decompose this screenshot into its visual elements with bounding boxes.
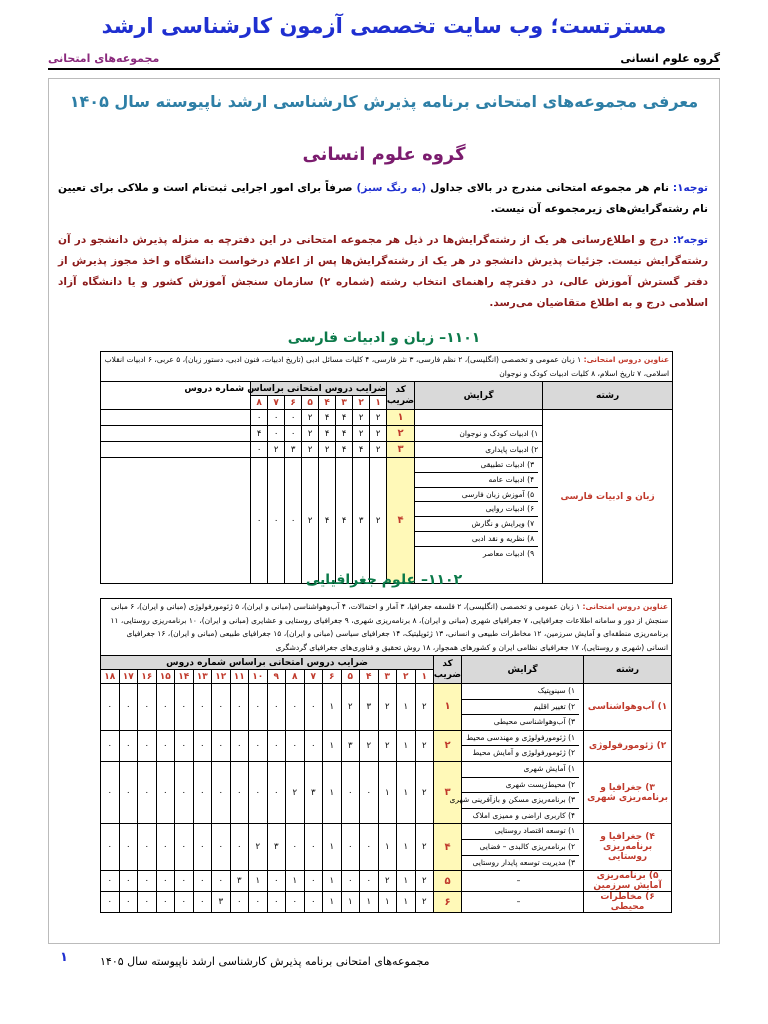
row-spacer	[101, 426, 251, 442]
track-item: ۷) ویرایش و نگارش	[415, 516, 538, 531]
coefficient: ۰	[101, 761, 120, 823]
coefficient: ۰	[119, 761, 138, 823]
course-number: ۱۲	[212, 670, 231, 684]
coefficient: ۰	[193, 824, 212, 871]
course-number: ۴	[360, 670, 379, 684]
track-item: ۴) ادبیات عامه	[415, 472, 538, 487]
coefficient: ۰	[138, 824, 157, 871]
coefficient: ۰	[193, 684, 212, 731]
courses-row	[101, 599, 672, 656]
track-list	[462, 824, 584, 871]
coefficient: ۰	[285, 410, 302, 426]
course-number: ۱۸	[101, 670, 120, 684]
coefficient: ۴	[336, 458, 353, 584]
coefficient: ۲	[378, 730, 397, 761]
coefficient: ۰	[249, 761, 268, 823]
coefficient: ۱	[397, 684, 416, 731]
coefficient: ۲	[415, 730, 434, 761]
row-code: ۳	[387, 442, 415, 458]
coefficient: ۰	[138, 871, 157, 892]
track-item: ۳) ادبیات تطبیقی	[480, 460, 535, 469]
major-name: ۶) مخاطرات محیطی	[584, 892, 672, 913]
course-number: ۳	[378, 670, 397, 684]
coefficient: ۰	[119, 892, 138, 913]
row-code: ۴	[387, 458, 415, 584]
coefficient: ۰	[156, 730, 175, 761]
coefficient: ۱	[323, 761, 342, 823]
track-item: ۲) برنامه‌ریزی کالبدی – فضایی	[462, 839, 579, 855]
coefficient: ۰	[267, 871, 286, 892]
course-number: ۲	[397, 670, 416, 684]
table-row	[101, 761, 672, 823]
track-item: ۸) نظریه و نقد ادبی	[415, 531, 538, 546]
course-number: ۱۵	[156, 670, 175, 684]
course-number: ۸	[286, 670, 305, 684]
coefficient: ۲	[415, 824, 434, 871]
coefficient: ۰	[230, 892, 249, 913]
track-list	[449, 761, 584, 823]
track-item: ۲) ژئومورفولوژی و آمایش محیط	[462, 745, 579, 761]
coefficient: ۱	[323, 684, 342, 731]
coefficient: ۰	[267, 892, 286, 913]
coefficient: ۲	[415, 684, 434, 731]
coefficient: ۰	[101, 684, 120, 731]
coefficient: ۲	[268, 442, 285, 458]
coefficient: ۴	[319, 458, 336, 584]
coefficient: ۰	[285, 458, 302, 584]
track-name: ۱) ادبیات کودک و نوجوان	[415, 426, 543, 442]
major-name: ۴) جغرافیا و برنامه‌ریزی روستایی	[584, 824, 672, 871]
coefficient: ۱	[286, 871, 305, 892]
row-code: ۲	[434, 730, 462, 761]
track-item: ۱) سینوپتیک	[537, 686, 576, 695]
major-name: ۲) ژئومورفولوژی	[584, 730, 672, 761]
col-header-major: رشته	[543, 382, 673, 410]
major-name: ۳) جغرافیا و برنامه‌ریزی شهری	[584, 761, 672, 823]
coefficient: ۱	[323, 730, 342, 761]
col-header-track: گرایش	[462, 656, 584, 684]
courses-text: ۱ زبان عمومی و تخصصی (انگلیسی)، ۲ فلسفه جغرافیا، ۳ آمار و احتمالات، ۴ آب‌وهواشناسی (مبانی و ایران)، ۵ ژئومورفولوژی (مبانی و ایران)، ۶ مبانی سنجش از دور و سامانه اطلاعات جغرافیایی، ۷ جغرافیای شهری (مبانی و ایران)، ۸ برنامه‌ریزی شهری، ۹ جغرافیای روستایی و عشایری (مبانی و ایران)، ۱۰ برنامه‌ریزی روستایی، ۱۱ برنامه‌ریزی منطقه‌ای و آمایش سرزمین، ۱۲ مخاطرات طبیعی و انسانی، ۱۳ ژئوپلیتیک، ۱۴ جغرافیای سیاسی (مبانی و ایران)، ۱۵ جغرافیای طبیعی (مبانی و ایران)، ۱۶ جغرافیای انسانی (شهری و روستایی)، ۱۷ جغرافیای نظامی ایران و کشورهای همجوار، ۱۸ روش تحقیق و فناوری‌های جغرافیای گردشگری	[110, 602, 669, 652]
coefficient: ۰	[156, 871, 175, 892]
row-code: ۴	[434, 824, 462, 871]
track-item: ۵) آموزش زبان فارسی	[415, 487, 538, 502]
course-number: ۱	[370, 396, 387, 410]
course-number: ۱۷	[119, 670, 138, 684]
header-series-label: مجموعه‌های امتحانی	[48, 52, 160, 65]
coefficient: ۰	[212, 761, 231, 823]
coefficient: ۰	[251, 458, 268, 584]
coefficient: ۰	[230, 761, 249, 823]
col-header-coefs: ضرایب دروس امتحانی براساس شماره دروس	[101, 656, 434, 670]
geography-table	[100, 598, 672, 913]
coefficient: ۰	[156, 824, 175, 871]
coefficient: ۲	[360, 730, 379, 761]
coefficient: ۰	[285, 426, 302, 442]
row-spacer	[101, 458, 251, 584]
coefficient: ۰	[286, 684, 305, 731]
coefficient: ۰	[119, 824, 138, 871]
coefficient: ۳	[304, 761, 323, 823]
coefficient: ۱	[378, 761, 397, 823]
coefficient: ۱	[397, 730, 416, 761]
course-number: ۷	[268, 396, 285, 410]
table-row	[101, 730, 672, 761]
coefficient: ۰	[251, 442, 268, 458]
row-spacer	[101, 410, 251, 426]
course-number: ۹	[267, 670, 286, 684]
footer-text: مجموعه‌های امتحانی برنامه پذیرش کارشناسی ارشد ناپیوسته سال ۱۴۰۵	[100, 955, 430, 968]
coefficient: ۰	[101, 871, 120, 892]
coefficient: ۲	[370, 458, 387, 584]
coefficient: ۱	[378, 892, 397, 913]
coefficient: ۰	[304, 892, 323, 913]
coefficient: ۰	[267, 684, 286, 731]
coefficient: ۰	[101, 730, 120, 761]
track-item: ۳) مدیریت توسعه پایدار روستایی	[462, 855, 579, 871]
track-item: ۱) توسعه اقتصاد روستایی	[494, 826, 576, 836]
table-row	[101, 871, 672, 892]
table-row	[101, 824, 672, 871]
coefficient: ۰	[267, 730, 286, 761]
coefficient: ۰	[230, 824, 249, 871]
track-item: ۹) ادبیات معاصر	[415, 546, 538, 561]
track-item: ۶) ادبیات روایی	[415, 501, 538, 516]
course-number: ۱۰	[249, 670, 268, 684]
coefficient: ۰	[267, 761, 286, 823]
major-name: زبان و ادبیات فارسی	[543, 410, 673, 584]
coefficient: ۴	[336, 410, 353, 426]
major-name: ۵) برنامه‌ریزی آمایش سرزمین	[584, 871, 672, 892]
coefficient: ۱	[341, 892, 360, 913]
courses-label: عناوین دروس امتحانی:	[583, 355, 670, 364]
coefficient: ۰	[230, 684, 249, 731]
site-title: مسترتست؛ وب سایت تخصصی آزمون کارشناسی ارشد	[101, 14, 667, 38]
coefficient: ۱	[323, 871, 342, 892]
courses-row	[101, 352, 673, 382]
coefficient: ۰	[360, 761, 379, 823]
table-row	[101, 892, 672, 913]
coefficient: ۰	[175, 892, 194, 913]
coefficient: ۰	[360, 824, 379, 871]
row-spacer	[101, 442, 251, 458]
coefficient: ۱	[397, 871, 416, 892]
track-item: ۲) تغییر اقلیم	[462, 699, 579, 715]
note-1-highlight: (به رنگ سبز)	[356, 182, 427, 194]
row-code: ۱	[434, 684, 462, 731]
coefficient: ۲	[353, 426, 370, 442]
coefficient: ۲	[415, 892, 434, 913]
coefficient: ۰	[175, 730, 194, 761]
row-code: ۳	[434, 761, 462, 823]
row-code: ۵	[434, 871, 462, 892]
coefficient: ۲	[249, 824, 268, 871]
coefficient: ۲	[415, 761, 434, 823]
coefficient: ۰	[193, 761, 212, 823]
coefficient: ۰	[212, 871, 231, 892]
coefficient: ۳	[341, 730, 360, 761]
coefficient: ۴	[336, 426, 353, 442]
course-number: ۱۶	[138, 670, 157, 684]
header-group-label: گروه علوم انسانی	[620, 52, 720, 65]
coefficient: ۰	[268, 458, 285, 584]
coefficient: ۴	[319, 426, 336, 442]
track-name: ۲) ادبیات پایداری	[415, 442, 543, 458]
coefficient: ۲	[415, 871, 434, 892]
coefficient: ۰	[341, 761, 360, 823]
coefficient: ۰	[101, 824, 120, 871]
course-number: ۱۴	[175, 670, 194, 684]
col-header-code: کد ضریب	[387, 382, 415, 410]
coefficient: ۱	[323, 824, 342, 871]
coefficient: ۲	[378, 684, 397, 731]
track-item: ۳) آب‌وهواشناسی محیطی	[462, 714, 579, 730]
coefficient: ۰	[268, 410, 285, 426]
coefficient: ۰	[175, 761, 194, 823]
coefficient: ۳	[267, 824, 286, 871]
track-name	[415, 410, 543, 426]
note-2-label: توجه۲:	[672, 234, 708, 246]
coefficient: ۳	[360, 684, 379, 731]
note-1-text-b: صرفاً برای امور اجرایی ثبت‌نام است و ملاکی برای تعیین نام رشته‌گرایش‌های زیرمجموعه آن نیست.	[58, 182, 708, 215]
coefficient: ۱	[249, 871, 268, 892]
course-number: ۱	[415, 670, 434, 684]
coefficient: ۳	[353, 458, 370, 584]
coefficient: ۰	[212, 684, 231, 731]
note-1-label: توجه۱:	[672, 182, 708, 194]
track-list	[462, 730, 584, 761]
coefficient: ۰	[138, 684, 157, 731]
section-title-geography: ۱۱۰۲– علوم جغرافیایی	[305, 572, 463, 588]
coefficient: ۰	[156, 761, 175, 823]
coefficient: ۱	[323, 892, 342, 913]
coefficient: ۰	[101, 892, 120, 913]
courses-label: عناوین دروس امتحانی:	[582, 602, 669, 611]
col-header-track: گرایش	[415, 382, 543, 410]
coefficient: ۰	[249, 730, 268, 761]
coefficient: ۰	[175, 824, 194, 871]
coefficient: ۲	[370, 410, 387, 426]
coefficient: ۲	[302, 442, 319, 458]
track-item: –	[516, 896, 521, 906]
coefficient: ۳	[285, 442, 302, 458]
coefficient: ۴	[251, 426, 268, 442]
coefficient: ۲	[286, 761, 305, 823]
course-number: ۵	[302, 396, 319, 410]
coefficient: ۰	[212, 730, 231, 761]
group-title: گروه علوم انسانی	[302, 144, 466, 165]
col-header-coefs: ضرایب دروس امتحانی براساس شماره دروس	[184, 383, 387, 394]
course-number: ۱۳	[193, 670, 212, 684]
document-title: معرفی مجموعه‌های امتحانی برنامه پذیرش کارشناسی ارشد ناپیوسته سال ۱۴۰۵	[69, 92, 699, 111]
course-number: ۴	[319, 396, 336, 410]
coefficient: ۱	[397, 761, 416, 823]
coefficient: ۰	[360, 871, 379, 892]
track-item: ۳) برنامه‌ریزی مسکن و بازآفرینی شهری	[462, 792, 579, 808]
coefficient: ۰	[249, 684, 268, 731]
course-number: ۵	[341, 670, 360, 684]
coefficient: ۰	[119, 871, 138, 892]
coefficient: ۳	[230, 871, 249, 892]
coefficient: ۰	[119, 684, 138, 731]
coefficient: ۲	[319, 442, 336, 458]
course-number: ۶	[285, 396, 302, 410]
track-item: ۱) آمایش شهری	[523, 763, 576, 773]
course-number: ۲	[353, 396, 370, 410]
course-number: ۱۱	[230, 670, 249, 684]
col-header-major: رشته	[584, 656, 672, 684]
coefficient: ۰	[304, 684, 323, 731]
coefficient: ۰	[304, 824, 323, 871]
coefficient: ۰	[286, 892, 305, 913]
coefficient: ۲	[370, 426, 387, 442]
track-item: –	[516, 875, 521, 885]
header-divider	[48, 68, 720, 70]
track-item: ۱) ژئومورفولوژی و مهندسی محیط	[466, 732, 576, 742]
row-code: ۲	[387, 426, 415, 442]
coefficient: ۰	[230, 730, 249, 761]
table-row	[101, 684, 672, 731]
coefficient: ۰	[249, 892, 268, 913]
coefficient: ۰	[193, 730, 212, 761]
coefficient: ۲	[341, 684, 360, 731]
coefficient: ۰	[138, 761, 157, 823]
coefficient: ۱	[360, 892, 379, 913]
track-list	[462, 892, 584, 913]
coefficient: ۰	[304, 871, 323, 892]
coefficient: ۰	[156, 684, 175, 731]
track-list	[415, 458, 543, 584]
coefficient: ۳	[212, 892, 231, 913]
section-title-persian: ۱۱۰۱– زبان و ادبیات فارسی	[287, 330, 481, 346]
coefficient: ۱	[378, 824, 397, 871]
coefficient: ۴	[336, 442, 353, 458]
coefficient: ۰	[286, 730, 305, 761]
persian-literature-table	[100, 351, 673, 584]
coefficient: ۰	[304, 730, 323, 761]
coefficient: ۰	[341, 871, 360, 892]
course-number: ۷	[304, 670, 323, 684]
track-list	[462, 684, 584, 731]
coefficient: ۲	[353, 410, 370, 426]
note-2-text: درج و اطلاع‌رسانی هر یک از رشته‌گرایش‌ها در ذیل هر مجموعه امتحانی در این دفترچه به منزله پذیرش دانشجو در آن رشته‌گرایش نیست. جزئیات پذیرش دانشجو در هر یک از رشته‌گرایش‌ها پس از اعلام درخواست دانشگاه و اخذ مجوز پذیرش از دفتر گسترش آموزش عالی، در دفترچه راهنمای انتخاب رشته (شماره ۲) سازمان سنجش آموزش کشور و یا دانشگاه آزاد اسلامی درج و به اطلاع متقاضیان می‌رسد.	[58, 234, 708, 309]
coefficient: ۱	[397, 892, 416, 913]
coefficient: ۰	[193, 892, 212, 913]
page-number: ۱	[60, 950, 68, 965]
track-item: ۴) کاربری اراضی و ممیزی املاک	[462, 808, 579, 824]
note-1-text-a: نام هر مجموعه امتحانی مندرج در بالای جداول	[426, 182, 673, 194]
coefficient: ۲	[370, 442, 387, 458]
course-number: ۳	[336, 396, 353, 410]
coefficient: ۰	[212, 824, 231, 871]
coefficient: ۲	[378, 871, 397, 892]
coefficient: ۰	[268, 426, 285, 442]
col-header-code: کد ضریب	[434, 656, 462, 684]
coefficient: ۰	[286, 824, 305, 871]
major-name: ۱) آب‌وهواشناسی	[584, 684, 672, 731]
row-code: ۶	[434, 892, 462, 913]
coefficient: ۰	[138, 892, 157, 913]
track-item: ۲) محیط‌زیست شهری	[462, 777, 579, 793]
coefficient: ۰	[175, 684, 194, 731]
coefficient: ۰	[341, 824, 360, 871]
note-1	[58, 178, 708, 220]
coefficient: ۲	[302, 458, 319, 584]
table-row	[101, 410, 673, 426]
row-code: ۱	[387, 410, 415, 426]
coefficient: ۱	[397, 824, 416, 871]
coefficient: ۲	[302, 410, 319, 426]
track-list	[462, 871, 584, 892]
coefficient: ۴	[319, 410, 336, 426]
courses-text: ۱ زبان عمومی و تخصصی (انگلیسی)، ۲ نظم فارسی، ۳ نثر فارسی، ۴ کلیات مسائل ادبی (تاریخ ادبیات، فنون ادبی، دستور زبان)، ۵ عربی، ۶ ادبیات انقلاب اسلامی، ۷ تاریخ اسلام، ۸ کلیات ادبیات کودک و نوجوان	[104, 355, 670, 378]
coefficient: ۲	[302, 426, 319, 442]
course-number: ۸	[251, 396, 268, 410]
course-number: ۶	[323, 670, 342, 684]
coefficient: ۰	[251, 410, 268, 426]
coefficient: ۰	[175, 871, 194, 892]
coefficient: ۰	[193, 871, 212, 892]
note-2	[58, 230, 708, 314]
coefficient: ۴	[353, 442, 370, 458]
coefficient: ۰	[156, 892, 175, 913]
coefficient: ۰	[119, 730, 138, 761]
coefficient: ۰	[138, 730, 157, 761]
